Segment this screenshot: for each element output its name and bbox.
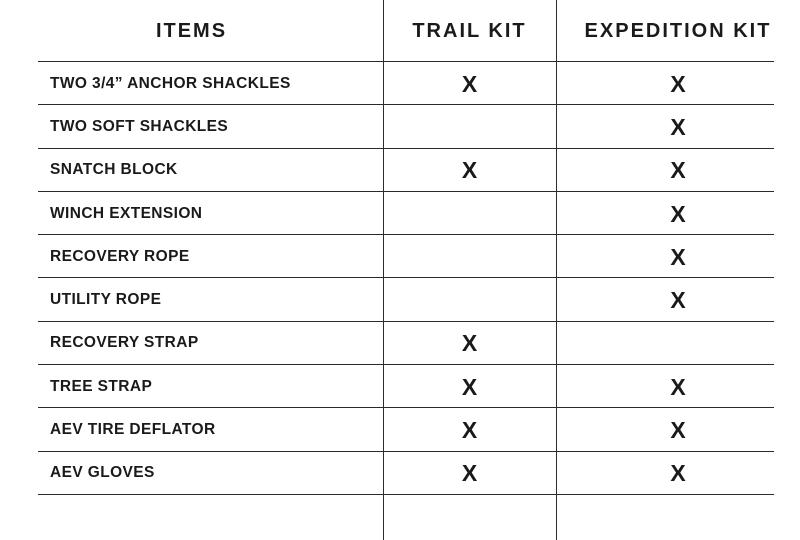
row-trail-mark bbox=[383, 244, 556, 270]
table-row bbox=[0, 235, 800, 278]
row-expedition-mark bbox=[556, 71, 800, 97]
check-mark-icon: X bbox=[461, 157, 478, 184]
row-trail-mark bbox=[383, 157, 556, 183]
row-item-label: AEV GLOVES bbox=[50, 464, 155, 482]
check-mark-icon: X bbox=[461, 460, 478, 487]
row-item-label: WINCH EXTENSION bbox=[50, 204, 203, 222]
row-trail-mark bbox=[383, 201, 556, 227]
row-trail-mark bbox=[383, 71, 556, 97]
check-mark-icon: X bbox=[461, 373, 478, 400]
row-item-label: RECOVERY STRAP bbox=[50, 334, 199, 352]
row-expedition-mark bbox=[556, 114, 800, 140]
row-item-label: TWO 3/4” ANCHOR SHACKLES bbox=[50, 74, 291, 92]
row-expedition-mark bbox=[556, 330, 800, 356]
row-expedition-mark bbox=[556, 244, 800, 270]
row-trail-mark bbox=[383, 417, 556, 443]
check-mark-icon: X bbox=[461, 417, 478, 444]
row-expedition-mark bbox=[556, 374, 800, 400]
check-mark-icon: X bbox=[670, 417, 686, 444]
check-mark-icon: X bbox=[670, 373, 686, 400]
row-expedition-mark bbox=[556, 417, 800, 443]
row-item-label: SNATCH BLOCK bbox=[50, 161, 178, 179]
table-row bbox=[0, 149, 800, 192]
check-mark-icon: X bbox=[670, 287, 686, 314]
table-row bbox=[0, 408, 800, 451]
table-row bbox=[0, 62, 800, 105]
row-item-label: UTILITY ROPE bbox=[50, 291, 162, 309]
table-row bbox=[0, 192, 800, 235]
table-row bbox=[0, 365, 800, 408]
header-items: ITEMS bbox=[155, 19, 228, 42]
check-mark-icon: X bbox=[670, 157, 686, 184]
check-mark-icon: X bbox=[670, 200, 686, 227]
header-trail-kit: TRAIL KIT bbox=[412, 19, 527, 42]
row-item-label: TREE STRAP bbox=[50, 377, 153, 395]
table-header-row bbox=[0, 0, 800, 62]
table-row bbox=[0, 452, 800, 495]
row-trail-mark bbox=[383, 287, 556, 313]
check-mark-icon: X bbox=[461, 70, 478, 97]
row-expedition-mark bbox=[556, 460, 800, 486]
header-expedition-kit: EXPEDITION KIT bbox=[584, 19, 772, 42]
row-expedition-mark bbox=[556, 287, 800, 313]
check-mark-icon: X bbox=[670, 460, 686, 487]
table-row bbox=[0, 105, 800, 148]
row-trail-mark bbox=[383, 330, 556, 356]
row-trail-mark bbox=[383, 460, 556, 486]
row-item-label: RECOVERY ROPE bbox=[50, 247, 190, 265]
row-item-label: AEV TIRE DEFLATOR bbox=[50, 421, 216, 439]
table-row bbox=[0, 322, 800, 365]
row-trail-mark bbox=[383, 374, 556, 400]
check-mark-icon: X bbox=[670, 113, 686, 140]
row-item-label: TWO SOFT SHACKLES bbox=[50, 117, 229, 135]
row-expedition-mark bbox=[556, 157, 800, 183]
row-trail-mark bbox=[383, 114, 556, 140]
table-row bbox=[0, 278, 800, 321]
table-footer-row bbox=[0, 495, 800, 540]
row-expedition-mark bbox=[556, 201, 800, 227]
check-mark-icon: X bbox=[461, 330, 478, 357]
check-mark-icon: X bbox=[670, 70, 686, 97]
check-mark-icon: X bbox=[670, 243, 686, 270]
